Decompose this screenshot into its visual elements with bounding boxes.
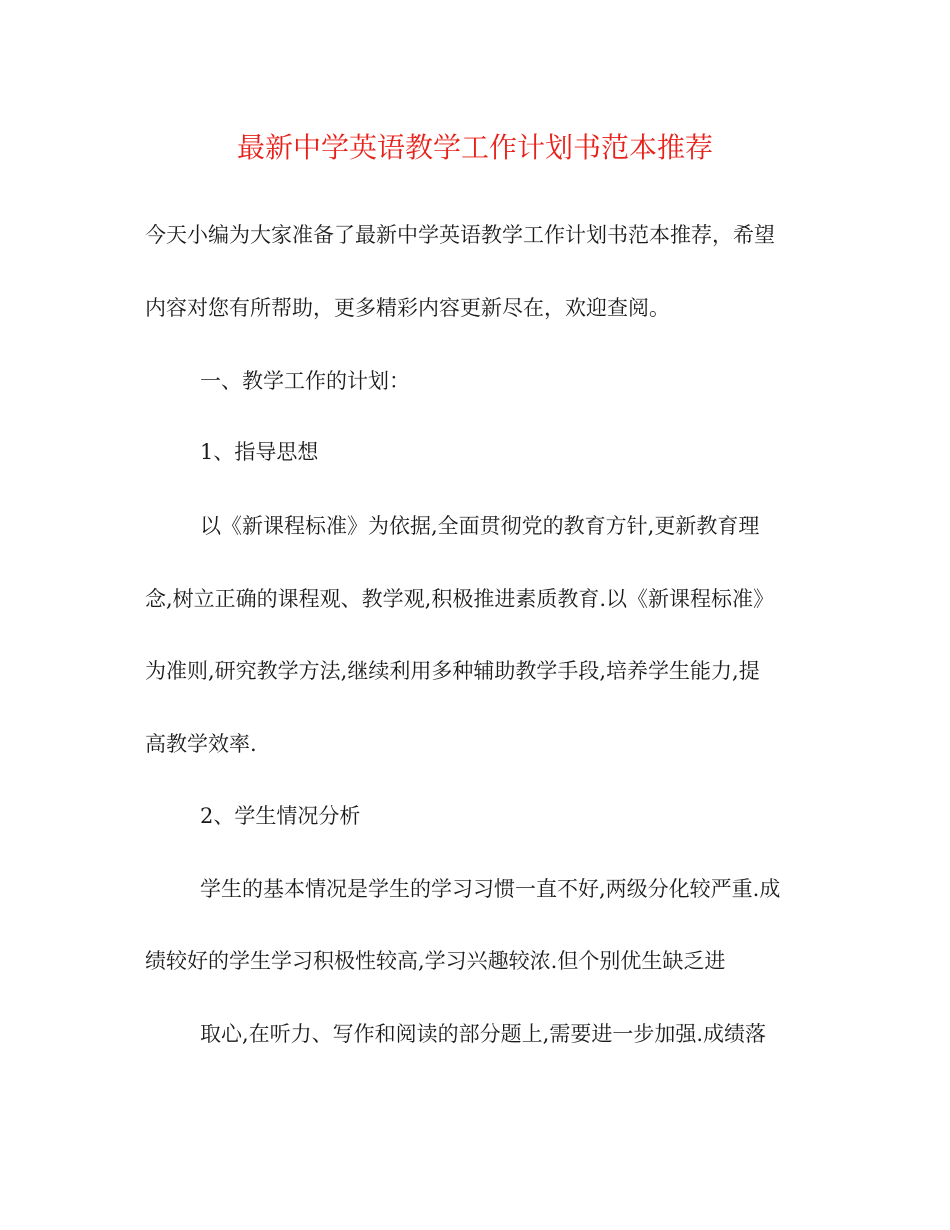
paragraph-line-3: 以《新课程标准》为依据,全面贯彻党的教育方针,更新教育理	[200, 514, 760, 538]
paragraph-line-1: 今天小编为大家准备了最新中学英语教学工作计划书范本推荐，希望	[145, 223, 775, 247]
subheading-student-analysis: 2、学生情况分析	[200, 804, 361, 828]
paragraph-line-6: 高教学效率.	[145, 732, 257, 756]
paragraph-line-4: 念,树立正确的课程观、教学观,积极推进素质教育.以《新课程标准》	[145, 587, 775, 611]
paragraph-line-5: 为准则,研究教学方法,继续利用多种辅助教学手段,培养学生能力,提	[145, 659, 760, 683]
paragraph-line-2: 内容对您有所帮助，更多精彩内容更新尽在，欢迎查阅。	[145, 296, 670, 320]
section-heading-teaching-plan: 一、教学工作的计划：	[200, 369, 410, 393]
paragraph-line-9: 取心,在听力、写作和阅读的部分题上,需要进一步加强.成绩落	[200, 1022, 767, 1046]
subheading-guiding-thought: 1、指导思想	[200, 440, 319, 464]
paragraph-line-7: 学生的基本情况是学生的学习习惯一直不好,两级分化较严重.成	[200, 877, 781, 901]
document-title: 最新中学英语教学工作计划书范本推荐	[236, 131, 713, 164]
paragraph-line-8: 绩较好的学生学习积极性较高,学习兴趣较浓.但个别优生缺乏进	[145, 949, 726, 973]
